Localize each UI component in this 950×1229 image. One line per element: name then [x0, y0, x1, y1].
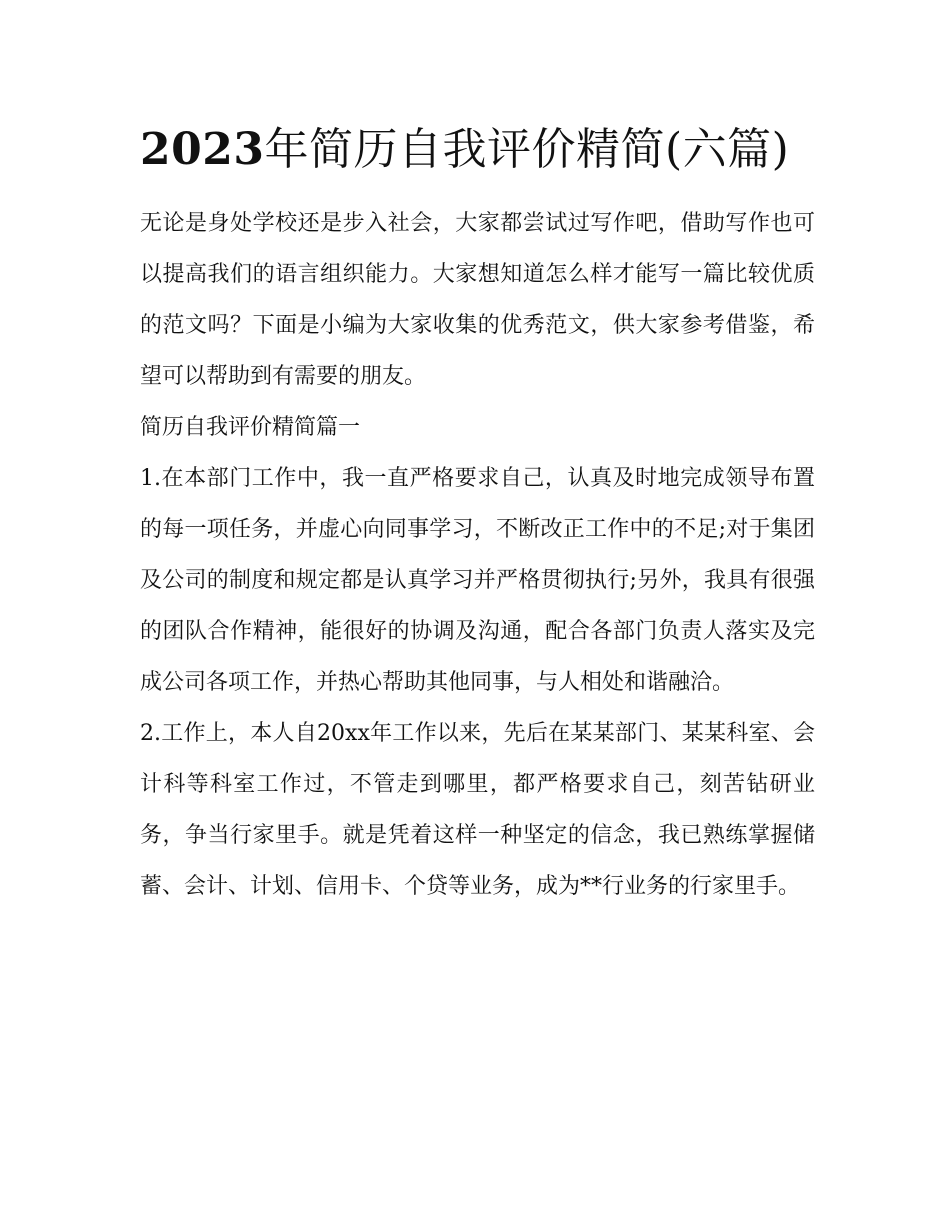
- title-year: 2023: [140, 124, 265, 175]
- list-item-2: 2.工作上，本人自20xx年工作以来，先后在某某部门、某某科室、会计科等科室工作过，不管走到哪里，都严格要求自己，刻苦钻研业务，争当行家里手。就是凭着这样一种坚定的信念，我已熟练掌握储蓄、会计、计划、信用卡、个贷等业务，成为**行业务的行家里手。: [140, 721, 815, 899]
- document-title: [140, 112, 815, 188]
- document-body: [140, 198, 815, 912]
- document-page: [140, 112, 815, 912]
- intro-paragraph: 无论是身处学校还是步入社会，大家都尝试过写作吧，借助写作也可以提高我们的语言组织能力。大家想知道怎么样才能写一篇比较优质的范文吗？下面是小编为大家收集的优秀范文，供大家参考借鉴，希望可以帮助到有需要的朋友。: [140, 211, 815, 389]
- title-text: 年简历自我评价精简(六篇): [264, 124, 790, 175]
- section-heading: 简历自我评价精简篇一: [140, 415, 361, 440]
- list-item-1: 1.在本部门工作中，我一直严格要求自己，认真及时地完成领导布置的每一项任务，并虚心向同事学习，不断改正工作中的不足;对于集团及公司的制度和规定都是认真学习并严格贯彻执行;另外，我具有很强的团队合作精神，能很好的协调及沟通，配合各部门负责人落实及完成公司各项工作，并热心帮助其他同事，与人相处和谐融洽。: [140, 466, 815, 695]
